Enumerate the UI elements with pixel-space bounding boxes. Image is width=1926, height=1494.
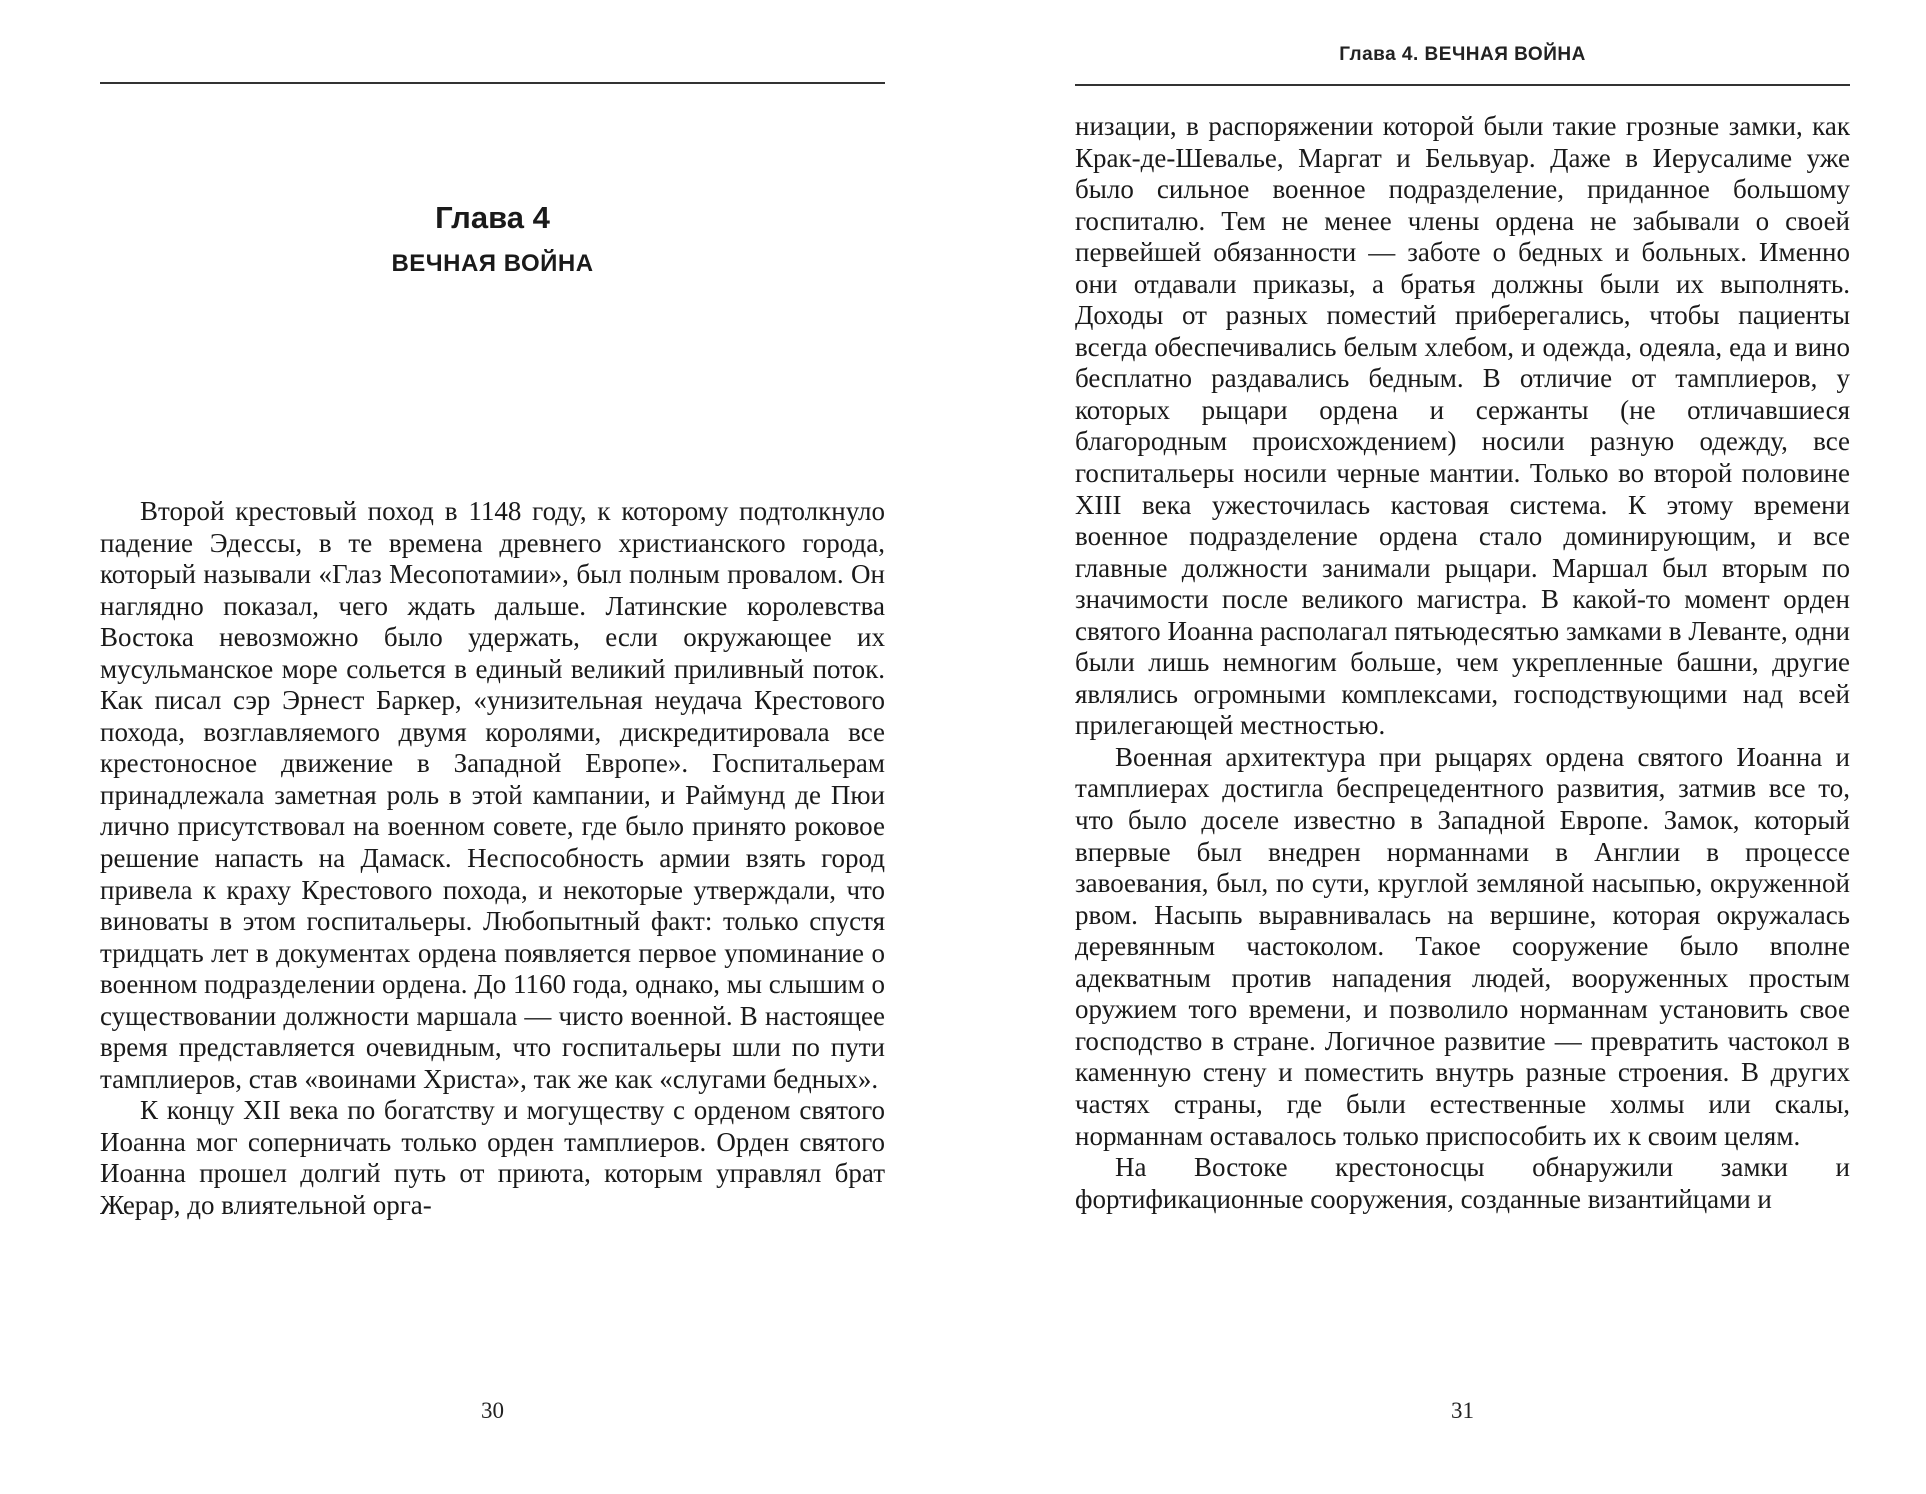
- chapter-heading: [100, 196, 885, 288]
- page-number: 30: [481, 1398, 504, 1423]
- header-rule: [100, 82, 885, 84]
- body-text: [100, 496, 885, 1222]
- paragraph: Второй крестовый поход в 1148 году, к которому подтолкнуло падение Эдессы, в те времена древнего христианского города, который называли «Глаз Месопотамии», был полным провалом. Он наглядно показал, чего ждать дальше. Латинские королевства Востока невозможно было удержать, если окружающее их мусульманское море сольется в единый великий приливный поток. Как писал сэр Эрнест Баркер, «унизительная неудача Крестового похода, возглавляемого двумя королями, дискредитировала все крестоносное движение в Западной Европе». Госпитальерам принадлежала заметная роль в этой кампании, и Раймунд де Пюи лично присутствовал на военном совете, где было принято роковое решение напасть на Дамаск. Неспособность армии взять город привела к краху Крестового похода, и некоторые утверждали, что виноваты в этом госпитальеры. Любопытный факт: только спустя тридцать лет в документах ордена появляется первое упоминание о военном подразделении ордена. До 1160 года, однако, мы слышим о существовании должности маршала — чисто военной. В настоящее время представляется очевидным, что госпитальеры шли по пути тамплиеров, став «воинами Христа», так же как «слугами бедных».: [100, 496, 885, 1094]
- running-head: Глава 4. ВЕЧНАЯ ВОЙНА: [1339, 44, 1586, 65]
- left-page: [100, 0, 885, 1494]
- chapter-number: Глава 4: [435, 200, 550, 235]
- header-rule: [1075, 84, 1850, 86]
- body-text: [1075, 111, 1850, 1215]
- page-number: 31: [1451, 1398, 1474, 1423]
- chapter-title: ВЕЧНАЯ ВОЙНА: [391, 250, 594, 277]
- paragraph: Военная архитектура при рыцарях ордена святого Иоанна и тамплиерах достигла беспрецедентного развития, затмив все то, что было доселе известно в Западной Европе. Замок, который впервые был внедрен норманнами в Англии в процессе завоевания, был, по сути, круглой земляной насыпью, окруженной рвом. Насыпь выравнивалась на вершине, которая окружалась деревянным частоколом. Такое сооружение было вполне адекватным против нападения людей, вооруженных простым оружием того времени, и позволило норманнам установить свое господство в стране. Логичное развитие — превратить частокол в каменную стену и поместить внутрь разные строения. В других частях страны, где были естественные холмы или скалы, норманнам оставалось только приспособить их к своим целям.: [1075, 741, 1850, 1151]
- right-page: [1075, 0, 1850, 1494]
- paragraph: На Востоке крестоносцы обнаружили замки и фортификационные сооружения, созданные византийцами и: [1075, 1152, 1850, 1214]
- paragraph: К концу XII века по богатству и могуществу с орденом святого Иоанна мог соперничать только орден тамплиеров. Орден святого Иоанна прошел долгий путь от приюта, которым управлял брат Жерар, до влиятельной орга-: [100, 1095, 885, 1221]
- paragraph: низации, в распоряжении которой были такие грозные замки, как Крак-де-Шевалье, Маргат и Бельвуар. Даже в Иерусалиме уже было сильное военное подразделение, приданное большому госпиталю. Тем не менее члены ордена не забывали о своей первейшей обязанности — заботе о бедных и больных. Именно они отдавали приказы, а братья должны были их выполнять. Доходы от разных поместий приберегались, чтобы пациенты всегда обеспечивались белым хлебом, и одежда, одеяла, еда и вино бесплатно раздавались бедным. В отличие от тамплиеров, у которых рыцари ордена и сержанты (не отличавшиеся благородным происхождением) носили разную одежду, все госпитальеры носили черные мантии. Только во второй половине XIII века ужесточилась кастовая система. К этому времени военное подразделение ордена стало доминирующим, и все главные должности занимали рыцари. Маршал был вторым по значимости после великого магистра. В какой-то момент орден святого Иоанна располагал пятьюдесятью замками в Леванте, одни были лишь немногим больше, чем укрепленные башни, другие являлись огромными комплексами, господствующими над всей прилегающей местностью.: [1075, 111, 1850, 741]
